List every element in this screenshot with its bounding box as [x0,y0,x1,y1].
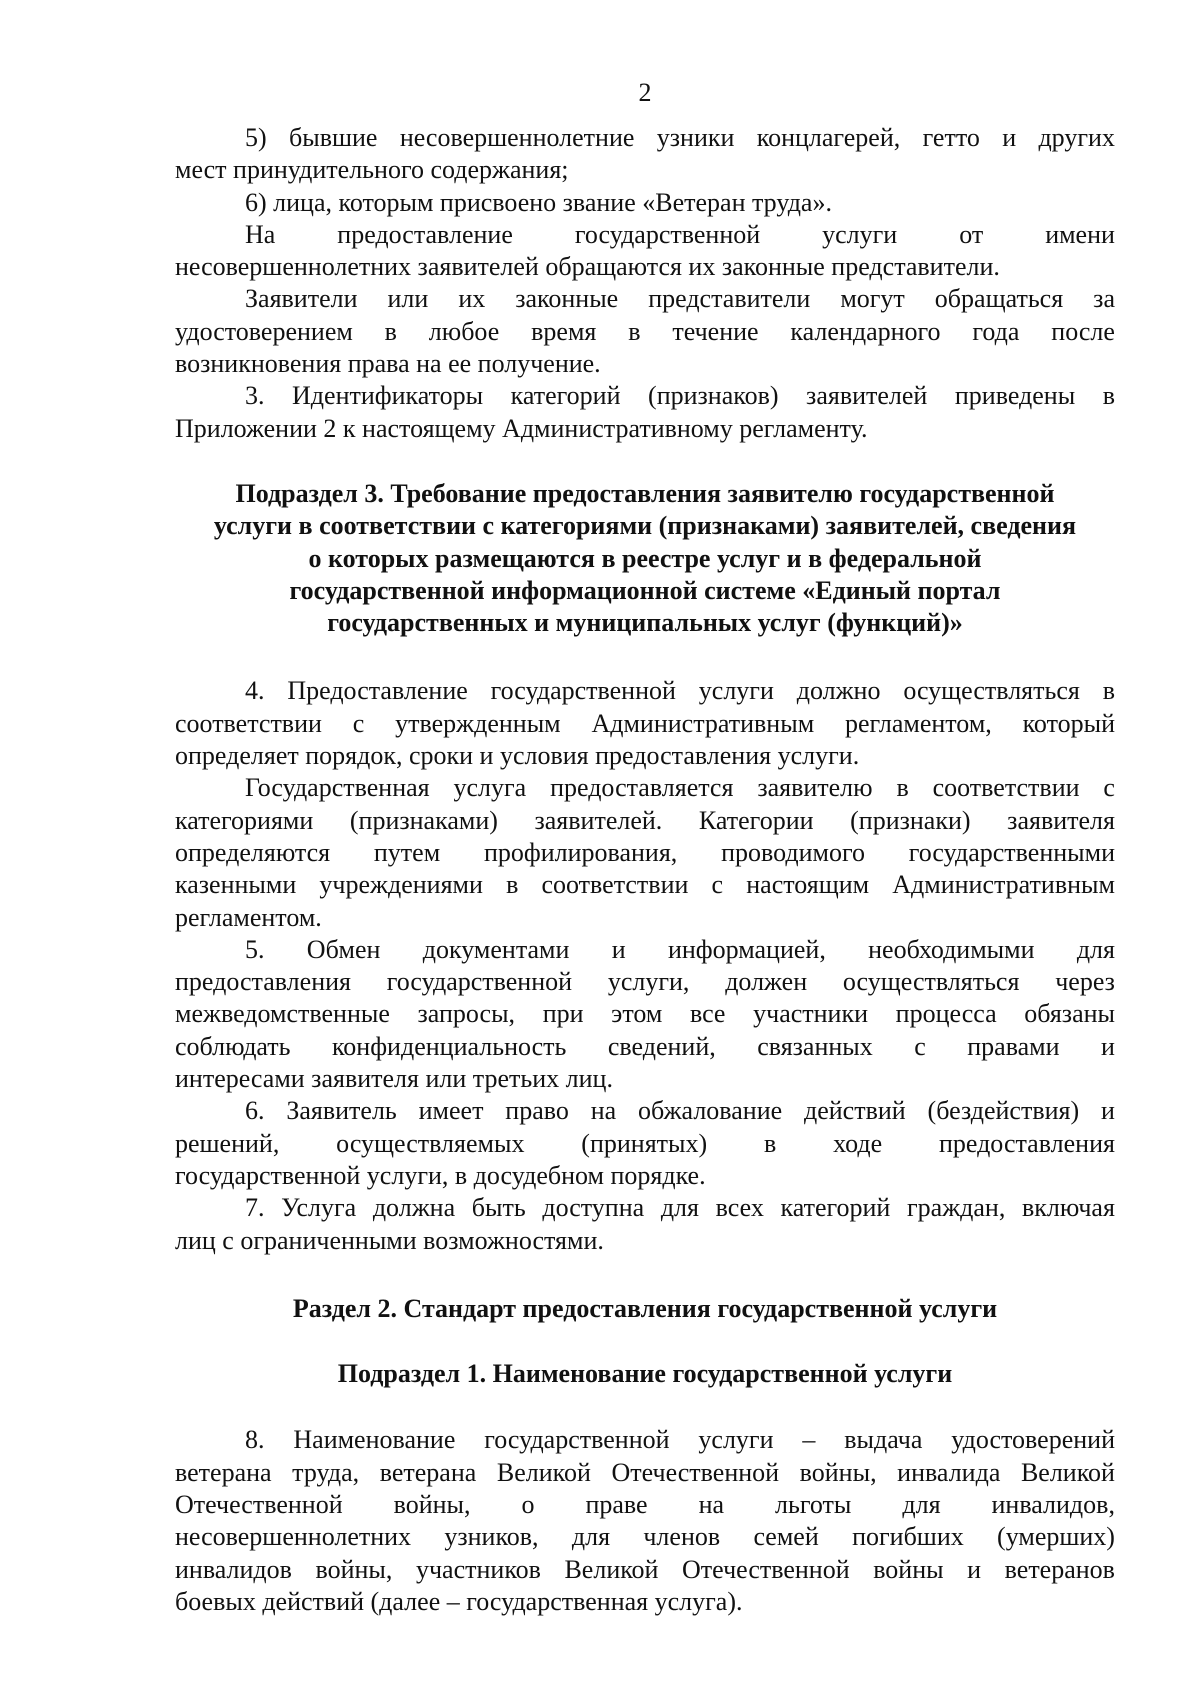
word: представители [648,284,811,314]
word: 5. [245,934,265,964]
word: осуществляемых [336,1128,525,1158]
text-line [175,708,1115,740]
section-2-heading [175,1293,1115,1325]
word: право [505,1096,569,1126]
word: необходимыми [868,934,1035,964]
word: приведены [954,381,1076,411]
text-line: мест принудительного содержания; [175,155,569,185]
word: с [914,1031,926,1061]
paragraph-item-6 [175,187,1115,219]
word: от [959,219,984,249]
word: На [245,219,276,249]
word: при [542,999,584,1029]
page-number: 2 [638,78,652,107]
word: в [1102,381,1115,411]
word: казенными [175,870,297,900]
word: запросы, [417,999,516,1029]
word: настоящим [746,870,870,900]
paragraph-minors [175,219,1115,284]
word: Заявители [245,284,358,314]
word: действий [804,1096,906,1126]
word: услуги [698,1425,774,1455]
text-line [175,122,1115,154]
word: соответствии [175,708,322,738]
word: войны, [799,1457,877,1487]
word: включая [1022,1193,1115,1223]
word: с [711,870,724,900]
word: категорий [510,381,621,411]
word: 6. [245,1096,265,1126]
word: всех [715,1193,764,1223]
text-line [175,1031,1115,1063]
word: предоставляется [550,773,734,803]
text-line [175,1192,1115,1224]
word: Услуга [281,1193,357,1223]
word: 5) [245,123,267,152]
word: Категории [698,805,814,835]
word: и [1101,1031,1115,1061]
text-line [175,805,1115,837]
word: удостоверением [175,316,353,346]
word: быть [471,1193,526,1223]
word: государственной [484,1425,670,1455]
word: 3. [245,381,265,411]
text-line: Приложении 2 к настоящему Административному регламенту. [175,413,868,443]
word: для [902,1489,941,1519]
text-line [175,380,1115,412]
word: других [1038,123,1115,152]
word: могут [840,284,905,314]
text-line [175,1424,1115,1456]
word: информацией, [667,934,826,964]
paragraph-applicants [175,283,1115,380]
word: сведений, [607,1031,716,1061]
word: регламентом, [844,708,992,738]
word: должно [796,676,881,706]
text-line [175,869,1115,901]
word: после [1051,316,1115,346]
word: заявителей. [534,805,663,835]
word: удостоверений [951,1425,1115,1455]
word: осуществляться [903,676,1080,706]
word: утвержденным [395,708,561,738]
word: соответствии [932,773,1080,803]
word: инвалида [897,1457,1001,1487]
word: Наименование [293,1425,456,1455]
word: имени [1045,219,1115,249]
word: на [698,1489,725,1519]
paragraph-item-7 [175,1192,1115,1257]
word: и [967,1554,982,1584]
word: соблюдать [175,1031,291,1061]
word: ветерана [379,1457,477,1487]
word: предоставления [938,1128,1115,1158]
word: для [660,1193,699,1223]
paragraph-state-service [175,772,1115,933]
word: Идентификаторы [292,381,484,411]
text-line: определяет порядок, сроки и условия предоставления услуги. [175,741,860,771]
word: бывшие [289,123,378,152]
word: государственными [908,837,1115,867]
text-line [175,1554,1115,1586]
heading-line: государственной информационной системе «Единый портал [289,575,1001,605]
word: несовершеннолетние [399,123,635,152]
text-line: несовершеннолетних заявителей обращаются их законные представители. [175,252,1000,282]
text-line [175,1457,1115,1489]
word: Отечественной [175,1489,343,1519]
heading-line: услуги в соответствии с категориями (признаками) заявителей, сведения [213,511,1077,541]
heading-line: Подраздел 3. Требование предоставления заявителю государственной [235,478,1055,508]
word: учреждениями [319,870,483,900]
word: конфиденциальность [331,1031,567,1061]
text-line: возникновения права на ее получение. [175,349,601,379]
heading-line: государственных и муниципальных услуг (функций)» [327,608,963,638]
text-line [175,316,1115,348]
word: граждан, [907,1193,1006,1223]
word: должна [372,1193,456,1223]
word: государственной [490,676,676,706]
word: несовершеннолетних [175,1522,412,1552]
word: в [506,870,519,900]
word: труда, [292,1457,360,1487]
word: Отечественной [682,1554,850,1584]
word: доступна [542,1193,645,1223]
word: (признаки) [850,805,971,835]
word: (признаками) [349,805,498,835]
word: и [1101,1096,1115,1126]
text-line [175,966,1115,998]
paragraph-item-6-appeal [175,1095,1115,1192]
word: узники [656,123,735,152]
word: концлагерей, [756,123,901,152]
text-line: государственной услуги, в досудебном порядке. [175,1160,706,1190]
paragraph-item-4 [175,675,1115,772]
word: в [384,316,397,346]
word: о [521,1489,535,1519]
word: – [802,1425,816,1455]
word: связанных [757,1031,873,1061]
word: (принятых) [581,1128,708,1158]
word: инвалидов, [991,1489,1115,1519]
word: 8. [245,1425,265,1455]
heading-line: Подраздел 1. Наименование государственной услуги [337,1359,953,1389]
word: и [1002,123,1017,152]
word: на [590,1096,617,1126]
word: профилирования, [483,837,678,867]
word: решений, [175,1128,280,1158]
word: войны [873,1554,944,1584]
word: гетто [922,123,980,152]
word: участники [753,999,869,1029]
word: проводимого [721,837,865,867]
word: правами [967,1031,1060,1061]
word: Отечественной [611,1457,780,1487]
heading-line: о которых размещаются в реестре услуг и в федеральной [308,543,982,573]
text-line [175,837,1115,869]
text-line [175,283,1115,315]
paragraph-item-5-exchange [175,934,1115,1095]
text-line [175,219,1115,251]
word: ветерана [175,1457,272,1487]
word: категориями [175,805,314,835]
word: ходе [833,1128,883,1158]
text-line [175,998,1115,1030]
text-line: интересами заявителя или третьих лиц. [175,1064,613,1094]
word: государственной [386,967,573,997]
word: 7. [245,1193,265,1223]
word: участников [415,1554,541,1584]
word: Заявитель [286,1096,397,1126]
subsection-1-heading [175,1358,1115,1390]
word: Обмен [306,934,381,964]
word: войны, [393,1489,471,1519]
word: имеет [418,1096,484,1126]
word: в [1102,676,1115,706]
text-line [175,1095,1115,1127]
word: услуги [698,676,774,706]
word: Административным [892,870,1115,900]
word: категорий [780,1193,891,1223]
word: 4. [245,676,265,706]
word: в [896,773,909,803]
word: который [1022,708,1115,738]
word: года [972,316,1020,346]
word: семей [753,1522,819,1552]
word: услуги, [607,967,690,997]
text-line [175,1128,1115,1160]
word: за [1093,284,1115,314]
word: обращаться [934,284,1064,314]
word: документами [422,934,570,964]
word: законные [515,284,619,314]
word: узников, [444,1522,539,1552]
word: или [387,284,429,314]
word: праве [585,1489,648,1519]
word: календарного [790,316,941,346]
text-line: боевых действий (далее – государственная услуга). [175,1586,743,1616]
word: время [531,316,597,346]
word: через [1055,967,1115,997]
word: Великой [564,1554,659,1584]
text-line [175,675,1115,707]
word: путем [373,837,441,867]
word: межведомственные [175,999,390,1029]
word: (признаков) [648,381,779,411]
word: погибших [852,1522,964,1552]
word: в [628,316,641,346]
word: процесса [895,999,997,1029]
word: с [352,708,365,738]
text-line [175,934,1115,966]
word: государственной [574,219,761,249]
word: этом [611,999,663,1029]
subsection-3-heading [175,478,1115,639]
word: в [763,1128,777,1158]
word: осуществляться [842,967,1020,997]
word: льготы [775,1489,852,1519]
word: выдача [844,1425,923,1455]
word: заявителю [757,773,873,803]
word: любое [428,316,500,346]
word: предоставления [175,967,351,997]
paragraph-item-5 [175,122,1115,187]
text-line: регламентом. [175,902,322,932]
word: Великой [496,1457,591,1487]
word: членов [643,1522,721,1552]
text-line [175,772,1115,804]
document-body [175,122,1115,1618]
word: (умерших) [997,1522,1115,1552]
word: соответствии [541,870,689,900]
heading-line: Раздел 2. Стандарт предоставления государственной услуги [292,1293,998,1323]
word: для [571,1522,611,1552]
word: должен [725,967,808,997]
text-line [175,1521,1115,1553]
word: Государственная [245,773,430,803]
paragraph-item-3 [175,380,1115,445]
word: Великой [1020,1457,1115,1487]
paragraph-item-8 [175,1424,1115,1618]
word: Предоставление [287,676,468,706]
word: предоставление [337,219,513,249]
word: и [611,934,626,964]
word: услуги [822,219,898,249]
word: ветеранов [1004,1554,1115,1584]
word: течение [672,316,759,346]
word: заявителей [806,381,928,411]
word: для [1076,934,1115,964]
word: (бездействия) [927,1096,1080,1126]
word: инвалидов [175,1554,292,1584]
word: их [458,284,486,314]
word: определяются [175,837,331,867]
word: войны, [315,1554,393,1584]
word: Административным [591,708,815,738]
text-line: 6) лица, которым присвоено звание «Ветеран труда». [245,187,832,217]
word: с [1103,773,1115,803]
word: обязаны [1024,999,1115,1029]
word: обжалование [638,1096,783,1126]
word: все [689,999,726,1029]
word: заявителя [1007,805,1115,835]
text-line: лиц с ограниченными возможностями. [175,1225,604,1255]
word: услуга [453,773,527,803]
text-line [175,1489,1115,1521]
